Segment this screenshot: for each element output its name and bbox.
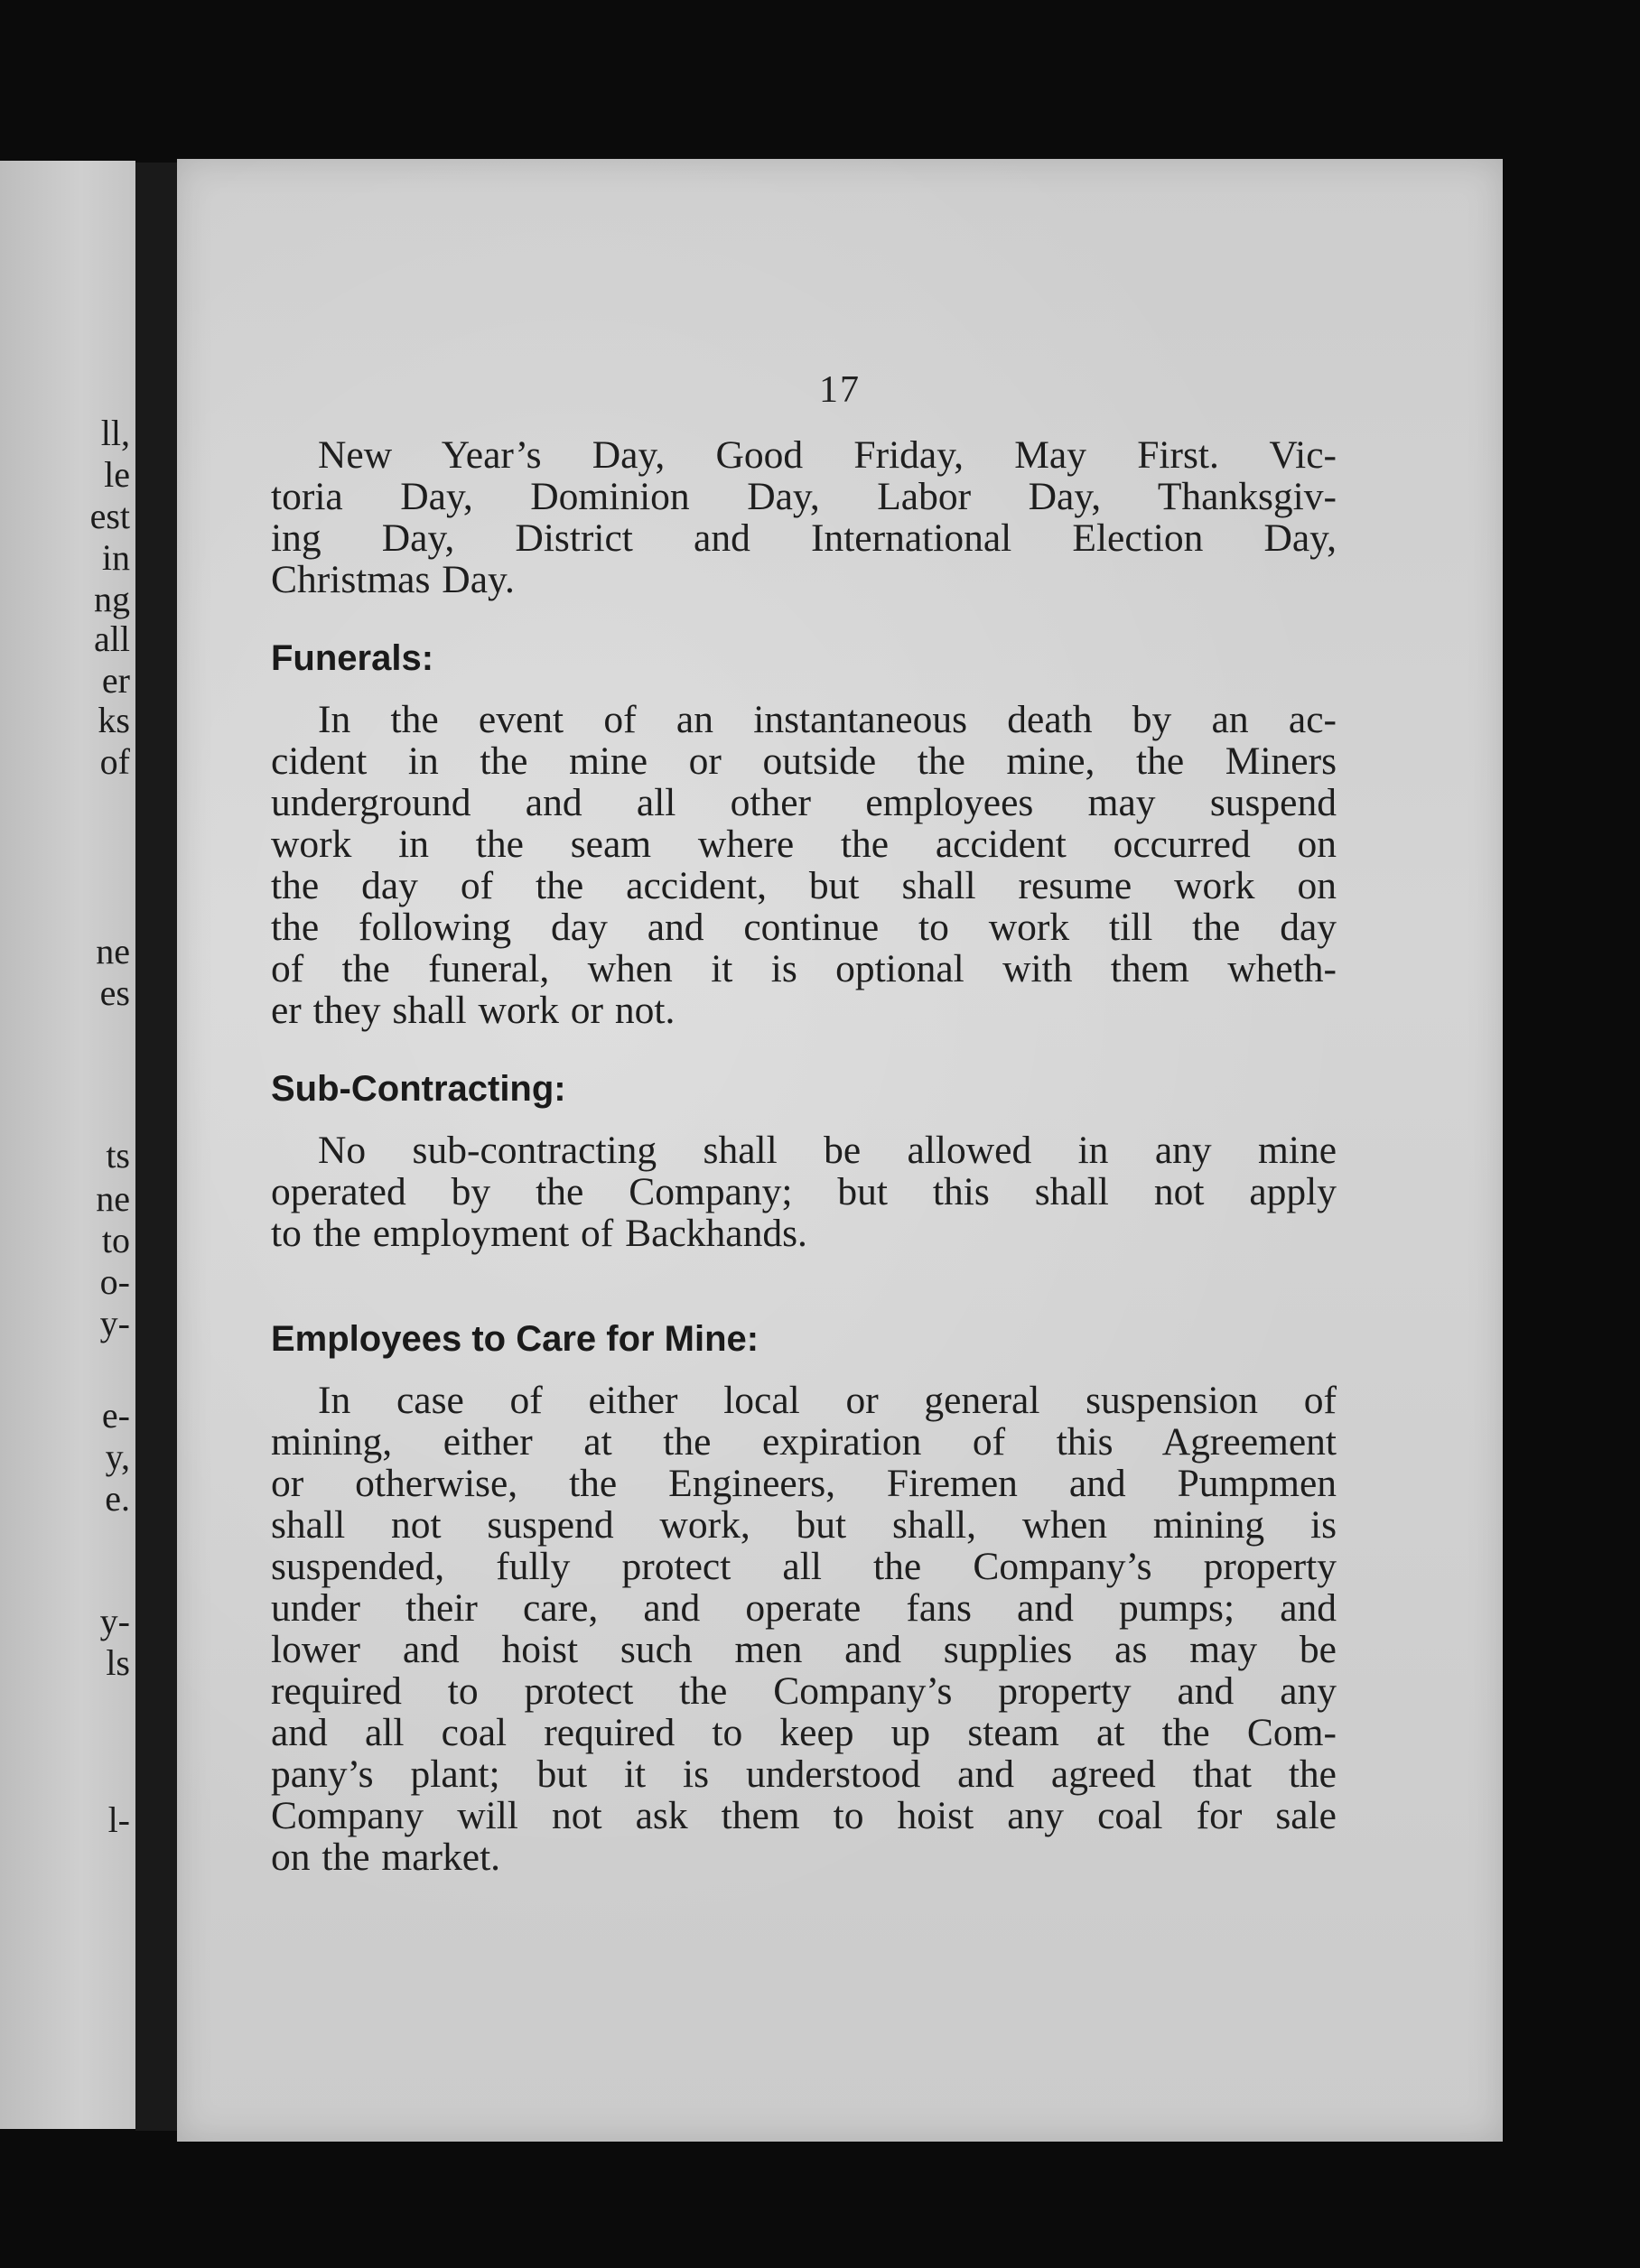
left-page-fragment: es bbox=[99, 972, 130, 1013]
section-heading-sub-contracting: Sub-Contracting: bbox=[271, 1069, 566, 1109]
left-page-fragment: in bbox=[101, 537, 130, 578]
page-number: 17 bbox=[819, 369, 861, 411]
funerals-paragraph bbox=[271, 699, 1337, 1031]
left-page-fragment: ll, bbox=[100, 413, 130, 453]
text-line: and all coal required to keep up steam at the Com- bbox=[271, 1711, 1337, 1754]
holidays-paragraph bbox=[271, 434, 1337, 600]
left-page-fragment: ks bbox=[98, 700, 130, 740]
left-page-fragment: y- bbox=[99, 1601, 130, 1641]
left-page-fragment: y- bbox=[99, 1303, 130, 1343]
left-page-fragment: er bbox=[101, 660, 130, 701]
text-line: mining, either at the expiration of this Agreement bbox=[271, 1420, 1337, 1464]
left-page-fragment: ne bbox=[96, 931, 130, 971]
left-page-fragment: ls bbox=[106, 1642, 130, 1683]
left-page-fragment: of bbox=[99, 741, 130, 782]
sub-contracting-paragraph bbox=[271, 1129, 1337, 1254]
left-page-fragment: ng bbox=[94, 579, 130, 619]
text-line: suspended, fully protect all the Company’s property bbox=[271, 1545, 1337, 1588]
text-line: shall not suspend work, but shall, when mining is bbox=[271, 1503, 1337, 1547]
text-line: of the funeral, when it is optional with them wheth- bbox=[271, 947, 1337, 990]
text-line: under their care, and operate fans and pumps; and bbox=[271, 1586, 1337, 1630]
text-line: lower and hoist such men and supplies as may be bbox=[271, 1628, 1337, 1671]
text-line: New Year’s Day, Good Friday, May First. Vic- bbox=[318, 433, 1337, 477]
left-page-fragment: e. bbox=[105, 1478, 130, 1519]
text-line: Christmas Day. bbox=[271, 558, 515, 601]
text-line: No sub-contracting shall be allowed in any mine bbox=[318, 1129, 1337, 1172]
text-line: cident in the mine or outside the mine, the Miners bbox=[271, 739, 1337, 783]
text-line: operated by the Company; but this shall not apply bbox=[271, 1170, 1337, 1213]
text-line: or otherwise, the Engineers, Firemen and Pumpmen bbox=[271, 1462, 1337, 1505]
text-line: toria Day, Dominion Day, Labor Day, Thanksgiv- bbox=[271, 475, 1337, 518]
document-page bbox=[177, 159, 1503, 2142]
left-page-fragment: all bbox=[94, 618, 130, 659]
text-line: In the event of an instantaneous death by an ac- bbox=[318, 698, 1337, 741]
employees-to-care-paragraph bbox=[271, 1380, 1337, 1878]
text-line: In case of either local or general suspension of bbox=[318, 1379, 1337, 1422]
text-line: underground and all other employees may suspend bbox=[271, 781, 1337, 824]
page-content bbox=[271, 434, 1337, 1878]
left-page-fragment: le bbox=[104, 454, 130, 495]
binding-gutter bbox=[135, 163, 177, 2131]
left-page-fragment: y, bbox=[105, 1436, 130, 1477]
left-facing-page bbox=[0, 161, 135, 2129]
left-page-fragment: to bbox=[101, 1220, 130, 1260]
text-line: ing Day, District and International Election Day, bbox=[271, 516, 1337, 560]
left-page-fragment: ts bbox=[106, 1135, 130, 1176]
text-line: er they shall work or not. bbox=[271, 989, 676, 1032]
text-line: Company will not ask them to hoist any coal for sale bbox=[271, 1794, 1337, 1837]
section-heading-employees-to-care: Employees to Care for Mine: bbox=[271, 1319, 759, 1359]
left-page-fragment: est bbox=[89, 496, 130, 536]
text-line: work in the seam where the accident occurred on bbox=[271, 823, 1337, 866]
section-heading-funerals: Funerals: bbox=[271, 638, 434, 678]
left-page-fragment: e- bbox=[101, 1395, 130, 1436]
text-line: to the employment of Backhands. bbox=[271, 1212, 807, 1255]
text-line: the following day and continue to work till the day bbox=[271, 906, 1337, 949]
text-line: on the market. bbox=[271, 1836, 501, 1879]
left-page-fragment: ne bbox=[96, 1178, 130, 1219]
text-line: required to protect the Company’s property and any bbox=[271, 1669, 1337, 1713]
left-page-fragment: o- bbox=[99, 1261, 130, 1302]
text-line: pany’s plant; but it is understood and agreed that the bbox=[271, 1752, 1337, 1796]
text-line: the day of the accident, but shall resume work on bbox=[271, 864, 1337, 907]
left-page-fragment: l- bbox=[107, 1799, 130, 1840]
